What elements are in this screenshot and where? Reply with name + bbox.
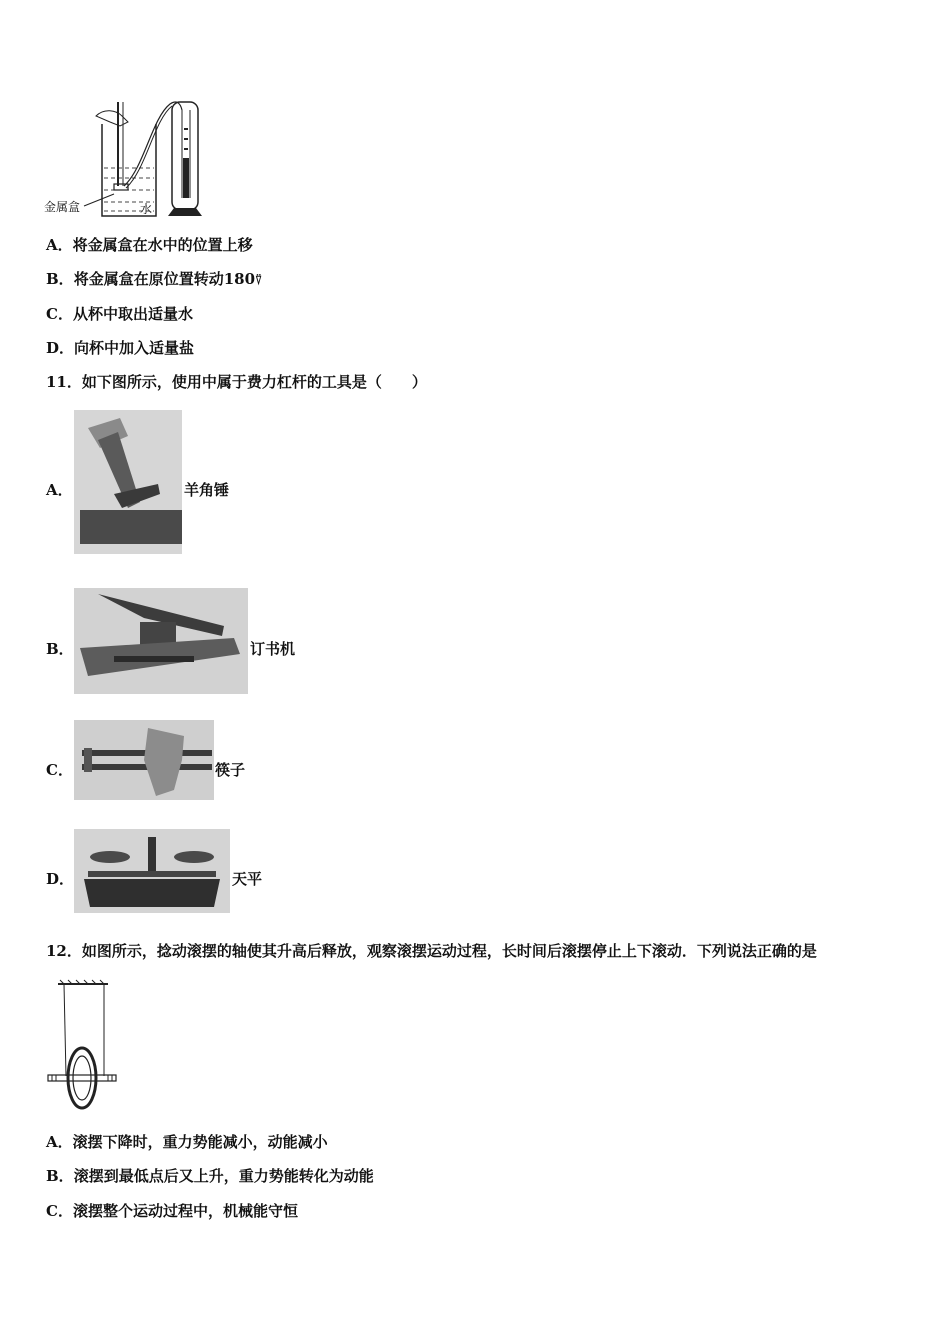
chopsticks-photo [74,720,214,800]
q11-option-b-letter[interactable]: B． [46,640,74,658]
q11-option-c-caption: 筷子 [215,761,246,779]
option-letter: A． [46,236,73,254]
hammer-icon [74,410,182,554]
q12-option-c[interactable] [46,1201,298,1221]
q12-stem: 12．如图所示，捻动滚摆的轴使其升高后释放，观察滚摆运动过程，长时间后滚摆停止上下滚动．下列说法正确的是 [46,942,817,960]
option-text: 从杯中取出适量水 [72,305,193,323]
maxwell-wheel-figure [46,978,118,1118]
label-water: 水 [140,202,153,216]
q12-option-b[interactable] [46,1166,374,1186]
q11-option-d-caption: 天平 [232,870,263,888]
q12-option-a[interactable] [46,1132,328,1152]
option-letter: B． [46,270,74,288]
option-letter: C． [46,305,73,323]
q10-option-d[interactable] [46,338,194,358]
q11-option-a-caption: 羊角锤 [184,481,230,499]
q10-option-c[interactable] [46,304,193,324]
option-text: 滚摆整个运动过程中，机械能守恒 [72,1202,298,1220]
q11-option-c-letter[interactable]: C． [46,761,73,779]
option-text: 滚摆下降时，重力势能减小，动能减小 [72,1133,328,1151]
degree-symbol-icon: ⍢ [255,273,263,287]
stapler-icon [74,588,248,694]
q11-stem: 11．如下图所示，使用中属于费力杠杆的工具是（ ） [46,373,427,391]
q11-option-b-caption: 订书机 [250,640,296,658]
option-text: 滚摆到最低点后又上升，重力势能转化为动能 [73,1167,374,1185]
stapler-photo [74,588,248,694]
option-text: 向杯中加入适量盐 [74,339,195,357]
option-letter: C． [46,1202,73,1220]
q11-option-d-letter[interactable]: D． [46,870,75,888]
q10-option-a[interactable] [46,235,253,255]
option-text: 将金属盒在原位置转动180 [73,270,255,288]
option-letter: D． [46,339,75,357]
option-letter: A． [46,1133,73,1151]
option-letter: B． [46,1167,74,1185]
pressure-gauge-figure [44,98,210,222]
chopsticks-icon [74,720,214,800]
claw-hammer-photo [74,410,182,554]
option-text: 将金属盒在水中的位置上移 [72,236,253,254]
balance-photo [74,829,230,913]
q10-option-b[interactable] [46,269,262,290]
label-metal-box: 金属盒 [44,200,81,214]
maxwell-wheel-icon [46,978,118,1118]
balance-icon [74,829,230,913]
q11-option-a-letter[interactable]: A． [46,481,73,499]
